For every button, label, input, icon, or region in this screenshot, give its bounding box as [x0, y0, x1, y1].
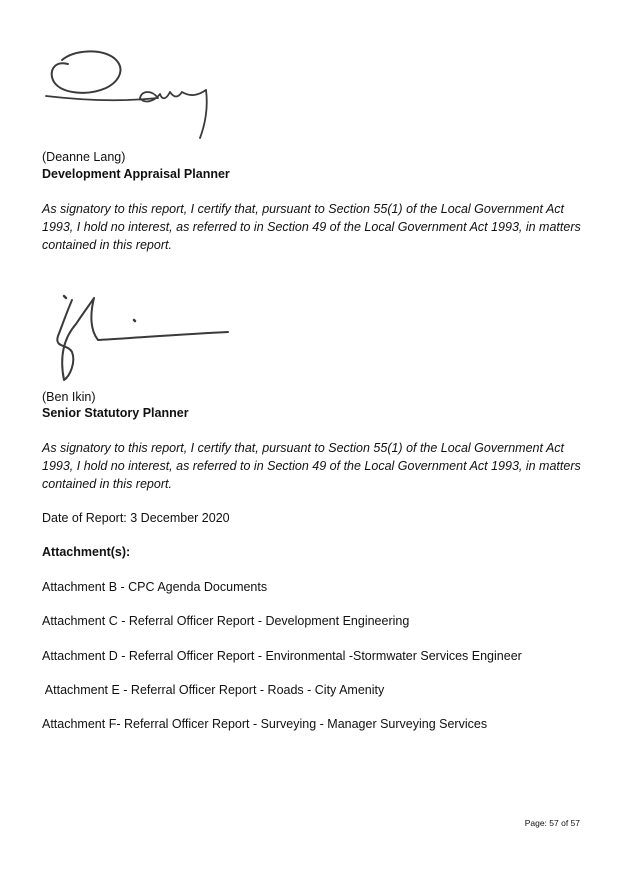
signatory-2-certification: As signatory to this report, I certify that, pursuant to Section 55(1) of the Local Government Act 1993, I hold no interest, as referred to in Section 49 of the Local Government Act 1993, in matters contained in this report. [42, 441, 581, 491]
report-date: Date of Report: 3 December 2020 [42, 511, 230, 525]
attachment-e: Attachment E - Referral Officer Report - Roads - City Amenity [42, 683, 385, 697]
attachment-b: Attachment B - CPC Agenda Documents [42, 580, 268, 594]
attachment-c: Attachment C - Referral Officer Report - Development Engineering [42, 614, 410, 628]
signatory-1-certification: As signatory to this report, I certify that, pursuant to Section 55(1) of the Local Government Act 1993, I hold no interest, as referred to in Section 49 of the Local Government Act 1993, in matters contained in this report. [42, 202, 581, 252]
page-number: Page: 57 of 57 [524, 818, 580, 828]
signature-deanne-lang [40, 40, 220, 145]
signatory-1-name: (Deanne Lang) [42, 150, 126, 164]
signatory-2-role: Senior Statutory Planner [42, 406, 189, 420]
signature-ben-ikin [44, 290, 234, 385]
attachment-f: Attachment F- Referral Officer Report - Surveying - Manager Surveying Services [42, 717, 488, 731]
signatory-2-name: (Ben Ikin) [42, 390, 96, 404]
signatory-1-role: Development Appraisal Planner [42, 167, 230, 181]
attachments-heading: Attachment(s): [42, 545, 131, 559]
attachment-d: Attachment D - Referral Officer Report - Environmental -Stormwater Services Engineer [42, 649, 522, 663]
